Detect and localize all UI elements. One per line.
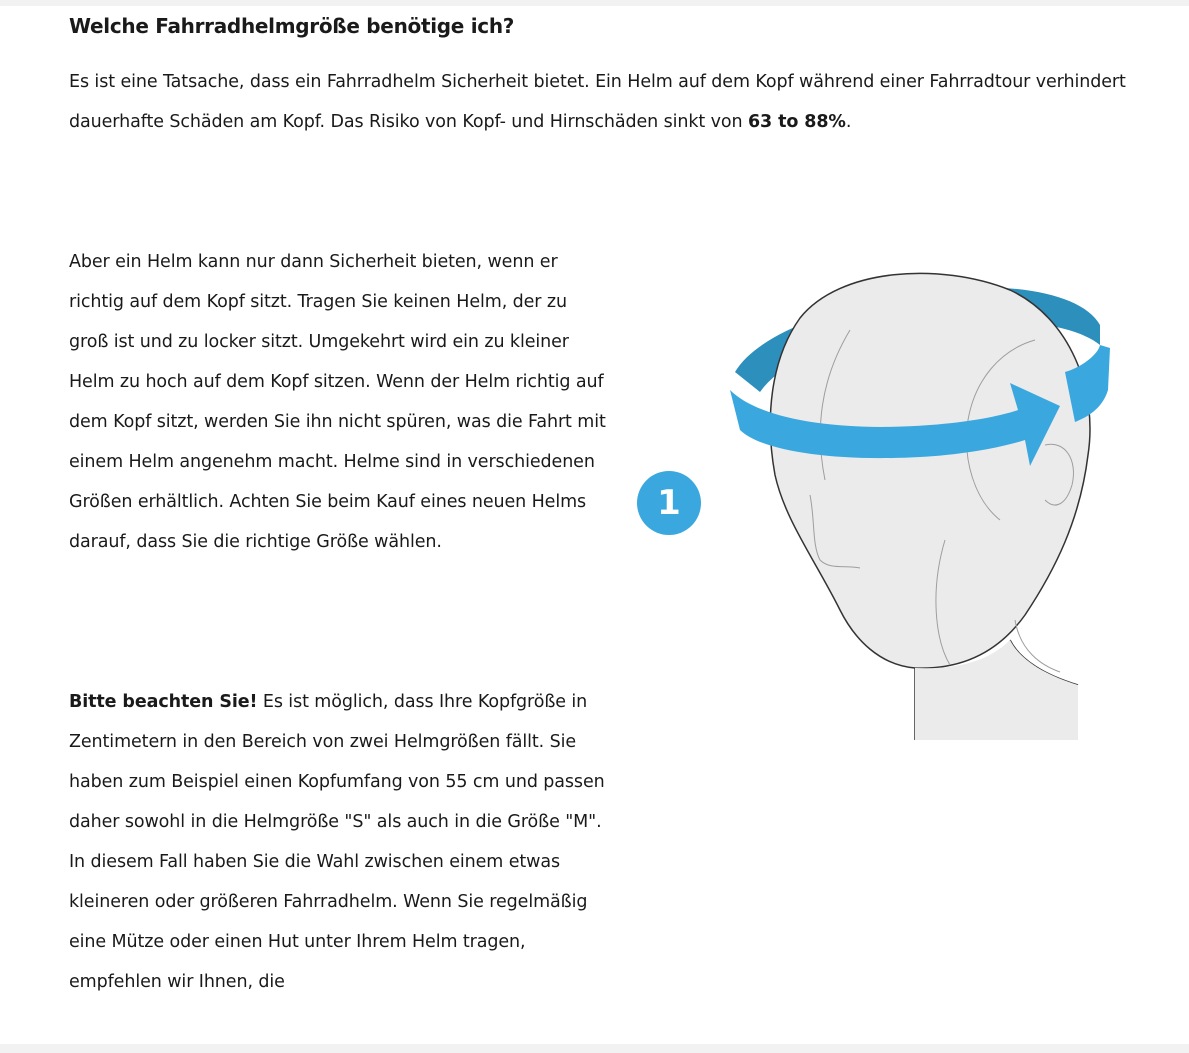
intro-paragraph [69, 62, 1159, 142]
top-strip [0, 0, 1189, 6]
intro-end: . [845, 112, 852, 132]
step-number-badge: 1 [637, 471, 701, 535]
risk-percentage: 63 to 88% [747, 112, 846, 132]
helmet-fit-paragraph: Aber ein Helm kann nur dann Sicherheit bieten, wenn er richtig auf dem Kopf sitzt. Tragen Sie keinen Helm, der zu groß ist und zu locker sitzt. Umgekehrt wird ein zu kleiner Helm zu hoch auf dem Kopf sitzen. Wenn der Helm richtig auf dem Kopf sitzt, werden Sie ihn nicht spüren, was die Fahrt mit einem Helm angenehm macht. Helme sind in verschiedenen Größen erhältlich. Achten Sie beim Kauf eines neuen Helms darauf, dass Sie die richtige Größe wählen. [69, 252, 606, 552]
note-text: Es ist möglich, dass Ihre Kopfgröße in Zentimetern in den Bereich von zwei Helmgrößen fällt. Sie haben zum Beispiel einen Kopfumfang von 55 cm und passen daher sowohl in die Helmgröße "S" als auch in die Größe "M". In diesem Fall haben Sie die Wahl zwischen einem etwas kleineren oder größeren Fahrradhelm. Wenn Sie regelmäßig eine Mütze oder einen Hut unter Ihrem Helm tragen, empfehlen wir Ihnen, die [69, 692, 605, 992]
bottom-strip [0, 1044, 1189, 1053]
page-title: Welche Fahrradhelmgröße benötige ich? [69, 14, 515, 38]
note-label: Bitte beachten Sie! [69, 692, 258, 712]
head-outline [770, 273, 1090, 668]
head-measurement-illustration [630, 255, 1130, 750]
note-paragraph [69, 682, 609, 1002]
intro-text: Es ist eine Tatsache, dass ein Fahrradhelm Sicherheit bietet. Ein Helm auf dem Kopf während einer Fahrradtour verhindert dauerhafte Schäden am Kopf. Das Risiko von Kopf- und Hirnschäden sinkt von [69, 72, 1126, 132]
